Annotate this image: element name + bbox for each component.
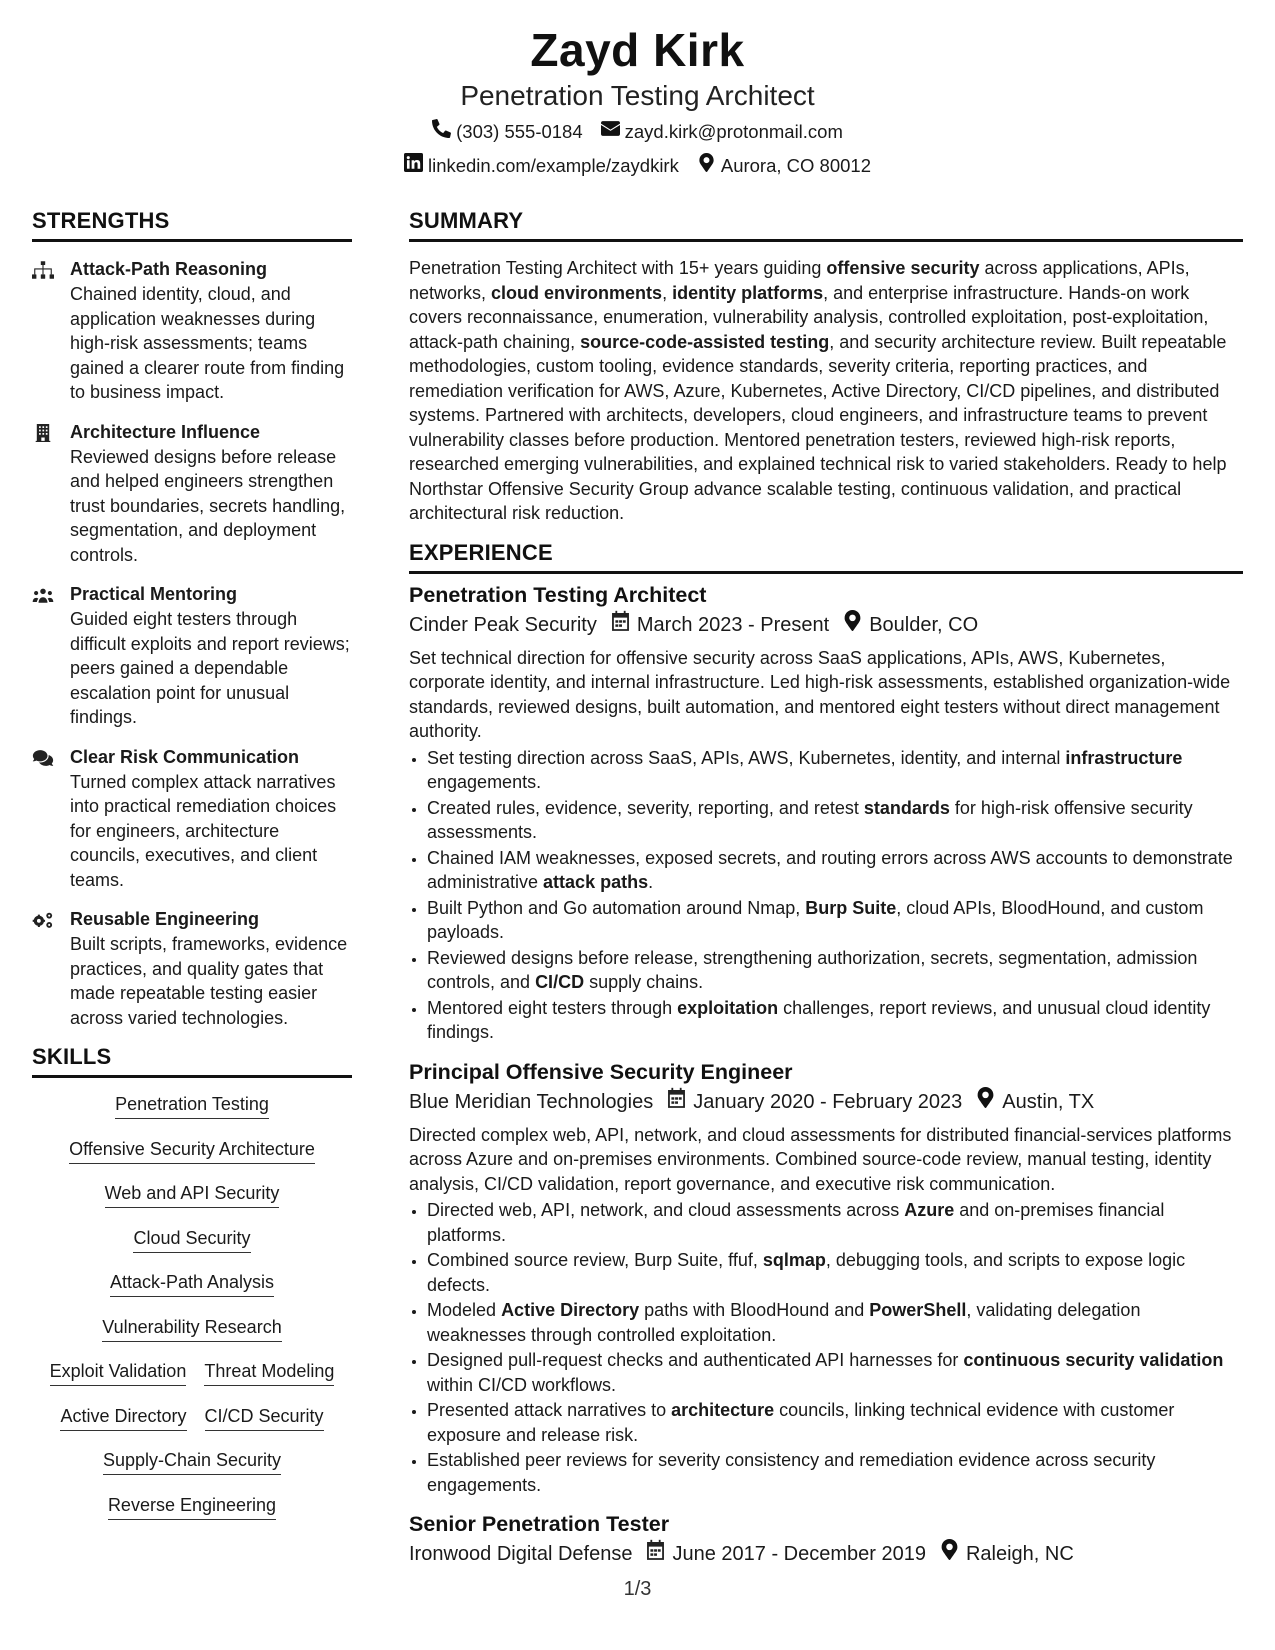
bullet-item: • Designed pull-request checks and authenticated API harnesses for continuous security validation within CI/CD workflows. [427,1348,1243,1397]
strength-description: Chained identity, cloud, and application weaknesses during high-risk assessments; teams gained a clearer route from finding to business impact. [70,284,345,402]
location-text: Aurora, CO 80012 [720,155,872,176]
job-dates-wrap [611,610,829,640]
page-number: 1/3 [623,1578,652,1600]
strength-title: Attack-Path Reasoning [70,259,268,279]
job-dates: June 2017 - December 2019 [672,1543,926,1565]
bullet-item: • Reviewed designs before release, strengthening authorization, secrets, segmentation, admission controls, and CI/CD supply chains. [427,946,1243,995]
job-entry [409,580,1243,1045]
experience-heading: EXPERIENCE [409,540,1243,574]
strength-item [32,744,352,893]
job-dates: March 2023 - Present [636,613,830,636]
job-title: Senior Penetration Tester [409,1512,670,1536]
strengths-heading: STRENGTHS [32,208,352,242]
job-company: Ironwood Digital Defense [409,1543,633,1565]
job-meta [409,1087,1243,1117]
skill-tag: Offensive Security Architecture [69,1137,315,1164]
bullet-item: • Mentored eight testers through exploitation challenges, report reviews, and unusual cloud identity findings. [427,996,1243,1045]
skill-tag: Attack-Path Analysis [110,1270,274,1297]
contact-email [601,116,843,148]
bullet-item: • Built Python and Go automation around Nmap, Burp Suite, cloud APIs, BloodHound, and custom payloads. [427,896,1243,945]
strength-item [32,906,352,1030]
bullet-item: • Modeled Active Directory paths with BloodHound and PowerShell, validating delegation weaknesses through controlled exploitation. [427,1298,1243,1347]
resume-header [0,0,1275,182]
job-company: Blue Meridian Technologies [409,1090,654,1113]
contact-phone [432,116,583,148]
strength-title: Practical Mentoring [70,584,238,604]
job-location: Austin, TX [1002,1090,1095,1113]
phone-text: (303) 555-0184 [456,121,583,142]
job-location-wrap [940,1539,1074,1569]
linkedin-text: linkedin.com/example/zaydkirk [427,155,679,176]
linkedin-icon [404,150,423,182]
contact-linkedin [404,150,679,182]
calendar-icon [667,1087,686,1117]
job-dates-wrap [667,1087,962,1117]
contact-row-1 [0,116,1275,148]
job-entry [409,1509,1243,1569]
strength-item [32,256,352,405]
candidate-name: Zayd Kirk [530,24,745,76]
bullet-item: • Set testing direction across SaaS, APIs, AWS, Kubernetes, identity, and internal infrastructure engagements. [427,746,1243,795]
job-location: Raleigh, NC [965,1543,1074,1565]
right-column [409,208,1243,1575]
strength-item [32,581,352,730]
candidate-title: Penetration Testing Architect [460,80,815,111]
job-location-wrap [976,1087,1094,1117]
skill-tag: Web and API Security [105,1181,280,1208]
job-dates: January 2020 - February 2023 [693,1090,963,1113]
strength-title: Clear Risk Communication [70,746,300,767]
skill-tag: Reverse Engineering [108,1493,276,1520]
skill-tag: Active Directory [60,1404,186,1431]
strength-description: Turned complex attack narratives into practical remediation choices for engineers, architecture councils, executives, and client teams. [70,771,337,890]
job-dates-wrap [646,1539,926,1569]
cogs-icon [32,906,70,1030]
strength-description: Reviewed designs before release and helped engineers strengthen trust boundaries, secrets handling, segmentation, and deployment controls. [70,446,346,565]
skill-tag: CI/CD Security [205,1404,324,1431]
bullet-item: • Chained IAM weaknesses, exposed secrets, and routing errors across AWS accounts to demonstrate administrative attack paths. [427,846,1243,895]
job-title: Penetration Testing Architect [409,582,707,607]
job-meta [409,1539,1243,1569]
comments-icon [32,744,70,893]
strength-description: Built scripts, frameworks, evidence practices, and quality gates that made repeatable testing easier across varied technologies. [70,934,348,1028]
job-title: Principal Offensive Security Engineer [409,1059,793,1084]
bullet-item: • Presented attack narratives to architecture councils, linking technical evidence with customer exposure and release risk. [427,1398,1243,1447]
job-location: Boulder, CO [869,613,979,636]
strength-title: Reusable Engineering [70,909,260,929]
skills-heading: SKILLS [32,1044,352,1078]
bullet-item: • Created rules, evidence, severity, reporting, and retest standards for high-risk offensive security assessments. [427,796,1243,845]
skill-tag: Threat Modeling [204,1359,334,1386]
job-location-wrap [843,610,978,640]
map-marker-icon [843,610,862,640]
job-entry [409,1057,1243,1498]
users-icon [32,581,70,730]
bullet-item: • Directed web, API, network, and cloud assessments across Azure and on-premises financial platforms. [427,1198,1243,1247]
building-icon [32,419,70,568]
job-summary: Directed complex web, API, network, and cloud assessments for distributed financial-services platforms across Azure and on-premises environments. Combined source-code review, manual testing, identity analysis, CI/CD validation, report governance, and executive risk communication. [409,1124,1232,1194]
contact-row-2 [0,150,1275,182]
calendar-icon [611,610,630,640]
phone-icon [432,116,451,148]
envelope-icon [601,116,620,148]
strength-title: Architecture Influence [70,421,261,442]
email-text: zayd.kirk@protonmail.com [624,121,843,142]
map-marker-icon [697,150,716,182]
job-bullets [409,746,1243,1045]
bullet-item: • Established peer reviews for severity consistency and remediation evidence across security engagements. [427,1448,1243,1497]
map-marker-icon [940,1539,959,1569]
sitemap-icon [32,256,70,405]
left-column [32,208,352,1537]
skill-tag: Exploit Validation [50,1359,187,1386]
calendar-icon [646,1539,665,1569]
strength-description: Guided eight testers through difficult exploits and report reviews; peers gained a dependable escalation point for unusual findings. [70,609,350,727]
summary-text: Penetration Testing Architect with 15+ years guiding offensive security across applications, APIs, networks, cloud environments, identity platforms, and enterprise infrastructure. Hands-on work covers reconnaissance, enumeration, vulnerability analysis, controlled exploitation, post-exploitation, attack-path chaining, source-code-assisted testing, and security architecture review. Built repeatable methodologies, custom tooling, evidence standards, severity criteria, reporting practices, and remediation verification for AWS, Azure, Kubernetes, Active Directory, CI/CD pipelines, and distributed systems. Partnered with architects, developers, cloud engineers, and infrastructure teams to prevent vulnerability classes before production. Mentored penetration testers, reviewed high-risk reports, researched emerging vulnerabilities, and explained technical risk to varied stakeholders. Ready to help Northstar Offensive Security Group advance scalable testing, continuous validation, and practical architectural risk reduction. [409,258,1227,523]
skill-tag: Supply-Chain Security [103,1448,281,1475]
job-company: Cinder Peak Security [409,613,597,636]
skill-tag: Penetration Testing [115,1092,269,1119]
job-bullets [409,1198,1243,1497]
contact-location [697,150,871,182]
skills-list [32,1092,352,1520]
job-summary: Set technical direction for offensive security across SaaS applications, APIs, AWS, Kubernetes, corporate identity, and internal infrastructure. Led high-risk assessments, established organization-wide standards, reviewed designs, built automation, and mentored eight testers without direct management authority. [409,647,1231,741]
strength-item [32,419,352,568]
job-meta [409,610,1243,640]
skill-tag: Vulnerability Research [102,1315,281,1342]
bullet-item: • Combined source review, Burp Suite, ffuf, sqlmap, debugging tools, and scripts to expose logic defects. [427,1248,1243,1297]
map-marker-icon [976,1087,995,1117]
skill-tag: Cloud Security [133,1226,250,1253]
summary-heading: SUMMARY [409,208,1243,242]
